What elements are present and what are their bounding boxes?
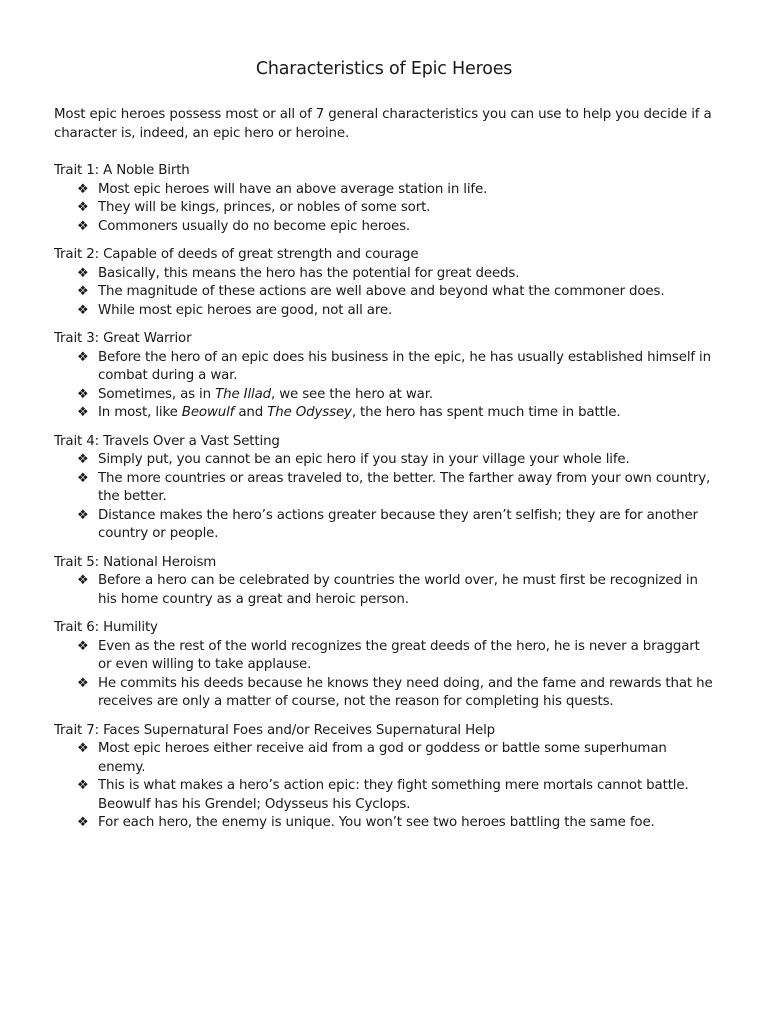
diamond-bullet-icon: ❖ xyxy=(77,181,89,197)
bullet-text xyxy=(98,284,664,299)
text-run: In most, like xyxy=(98,405,182,420)
text-run: He commits his deeds because he knows they need doing, and the fame and rewards that he receives are only a matter of course, not the reason for completing his quests. xyxy=(98,675,713,709)
bullet-text xyxy=(98,676,713,710)
diamond-bullet-icon: ❖ xyxy=(77,265,89,281)
trait-bullet xyxy=(54,404,714,423)
text-run: , the hero has spent much time in battle. xyxy=(351,405,621,420)
trait-bullet xyxy=(54,181,714,200)
text-run: While most epic heroes are good, not all are. xyxy=(98,302,393,318)
trait-bullet xyxy=(54,451,714,470)
trait-section xyxy=(54,433,714,544)
trait-bullet xyxy=(54,349,714,386)
trait-bullet-list xyxy=(54,265,714,321)
trait-bullet-list xyxy=(54,181,714,237)
trait-heading: Trait 1: A Noble Birth xyxy=(54,163,190,178)
bullet-text xyxy=(98,350,711,384)
trait-heading: Trait 3: Great Warrior xyxy=(54,331,192,346)
traits-list xyxy=(54,162,714,843)
diamond-bullet-icon: ❖ xyxy=(77,452,89,467)
diamond-bullet-icon: ❖ xyxy=(77,386,89,402)
diamond-bullet-icon: ❖ xyxy=(77,200,89,215)
diamond-bullet-icon: ❖ xyxy=(77,405,89,420)
trait-bullet xyxy=(54,199,714,218)
trait-bullet xyxy=(54,740,714,777)
trait-section xyxy=(54,330,714,423)
text-run: , we see the hero at war. xyxy=(271,386,433,402)
work-title-text: The Illad xyxy=(215,386,271,402)
bullet-text xyxy=(98,815,655,830)
text-run: Basically, this means the hero has the potential for great deeds. xyxy=(98,265,520,281)
document-title: Characteristics of Epic Heroes xyxy=(255,59,513,79)
trait-bullet-list xyxy=(54,349,714,423)
diamond-bullet-icon: ❖ xyxy=(77,638,89,654)
bullet-text xyxy=(98,471,710,505)
trait-bullet xyxy=(54,386,714,405)
diamond-bullet-icon: ❖ xyxy=(77,470,89,486)
bullet-text xyxy=(98,303,392,318)
bullet-text xyxy=(98,387,433,402)
trait-bullet-list xyxy=(54,451,714,544)
trait-heading: Trait 5: National Heroism xyxy=(54,554,217,570)
trait-bullet-list xyxy=(54,572,714,609)
diamond-bullet-icon: ❖ xyxy=(77,349,89,365)
diamond-bullet-icon: ❖ xyxy=(77,815,89,830)
trait-bullet xyxy=(54,218,714,237)
trait-bullet xyxy=(54,265,714,284)
trait-bullet-list xyxy=(54,638,714,712)
text-run: They will be kings, princes, or nobles of some sort. xyxy=(98,200,431,215)
trait-section xyxy=(54,554,714,610)
text-run: Commoners usually do no become epic heroes. xyxy=(98,218,411,234)
diamond-bullet-icon: ❖ xyxy=(77,741,89,756)
bullet-text xyxy=(98,200,430,215)
diamond-bullet-icon: ❖ xyxy=(77,302,89,318)
diamond-bullet-icon: ❖ xyxy=(77,778,89,793)
bullet-text xyxy=(98,573,698,607)
work-title-text: Beowulf xyxy=(181,405,235,420)
text-run: Most epic heroes either receive aid from a god or goddess or battle some superhuman enemy. xyxy=(98,741,667,775)
trait-bullet xyxy=(54,638,714,675)
text-run: Even as the rest of the world recognizes the great deeds of the hero, he is never a braggart or even willing to take applause. xyxy=(98,638,700,672)
trait-bullet xyxy=(54,814,714,833)
trait-bullet xyxy=(54,302,714,321)
bullet-text xyxy=(98,452,630,467)
text-run: Before the hero of an epic does his business in the epic, he has usually established himself in combat during a war. xyxy=(98,349,711,383)
text-run: The magnitude of these actions are well above and beyond what the commoner does. xyxy=(98,284,665,299)
trait-bullet-list xyxy=(54,740,714,833)
text-run: and xyxy=(234,405,268,420)
trait-bullet xyxy=(54,470,714,507)
trait-section xyxy=(54,722,714,833)
diamond-bullet-icon: ❖ xyxy=(77,284,89,299)
diamond-bullet-icon: ❖ xyxy=(77,507,89,523)
text-run: Most epic heroes will have an above average station in life. xyxy=(98,181,488,197)
trait-heading: Trait 6: Humility xyxy=(54,620,158,635)
work-title-text: The Odyssey xyxy=(267,405,352,420)
bullet-text xyxy=(98,405,620,420)
bullet-text xyxy=(98,639,700,673)
intro-paragraph: Most epic heroes possess most or all of 7 general characteristics you can use to help you decide if a character is, indeed, an epic hero or heroine. xyxy=(54,107,712,141)
trait-bullet xyxy=(54,283,714,302)
trait-bullet xyxy=(54,507,714,544)
trait-bullet xyxy=(54,675,714,712)
bullet-text xyxy=(98,182,487,197)
trait-section xyxy=(54,619,714,712)
diamond-bullet-icon: ❖ xyxy=(77,218,89,234)
bullet-text xyxy=(98,508,698,542)
text-run: Simply put, you cannot be an epic hero if you stay in your village your whole life. xyxy=(98,452,630,467)
trait-heading: Trait 2: Capable of deeds of great strength and courage xyxy=(54,247,419,262)
bullet-text xyxy=(98,219,410,234)
text-run: Before a hero can be celebrated by countries the world over, he must first be recognized in his home country as a great and heroic person. xyxy=(98,573,698,607)
diamond-bullet-icon: ❖ xyxy=(77,573,89,588)
text-run: For each hero, the enemy is unique. You won’t see two heroes battling the same foe. xyxy=(98,815,655,830)
trait-bullet xyxy=(54,777,714,814)
diamond-bullet-icon: ❖ xyxy=(77,675,89,691)
bullet-text xyxy=(98,778,689,812)
trait-section xyxy=(54,162,714,236)
text-run: Distance makes the hero’s actions greater because they aren’t selfish; they are for another country or people. xyxy=(98,507,698,541)
text-run: The more countries or areas traveled to, the better. The farther away from your own country, the better. xyxy=(98,470,711,504)
trait-section xyxy=(54,246,714,320)
bullet-text xyxy=(98,741,667,775)
text-run: This is what makes a hero’s action epic: they fight something mere mortals cannot battle. Beowulf has his Grendel; Odysseus his Cyclops. xyxy=(98,778,689,812)
text-run: Sometimes, as in xyxy=(98,386,216,402)
trait-bullet xyxy=(54,572,714,609)
trait-heading: Trait 4: Travels Over a Vast Setting xyxy=(54,433,280,449)
bullet-text xyxy=(98,266,519,281)
trait-heading: Trait 7: Faces Supernatural Foes and/or Receives Supernatural Help xyxy=(54,722,496,738)
